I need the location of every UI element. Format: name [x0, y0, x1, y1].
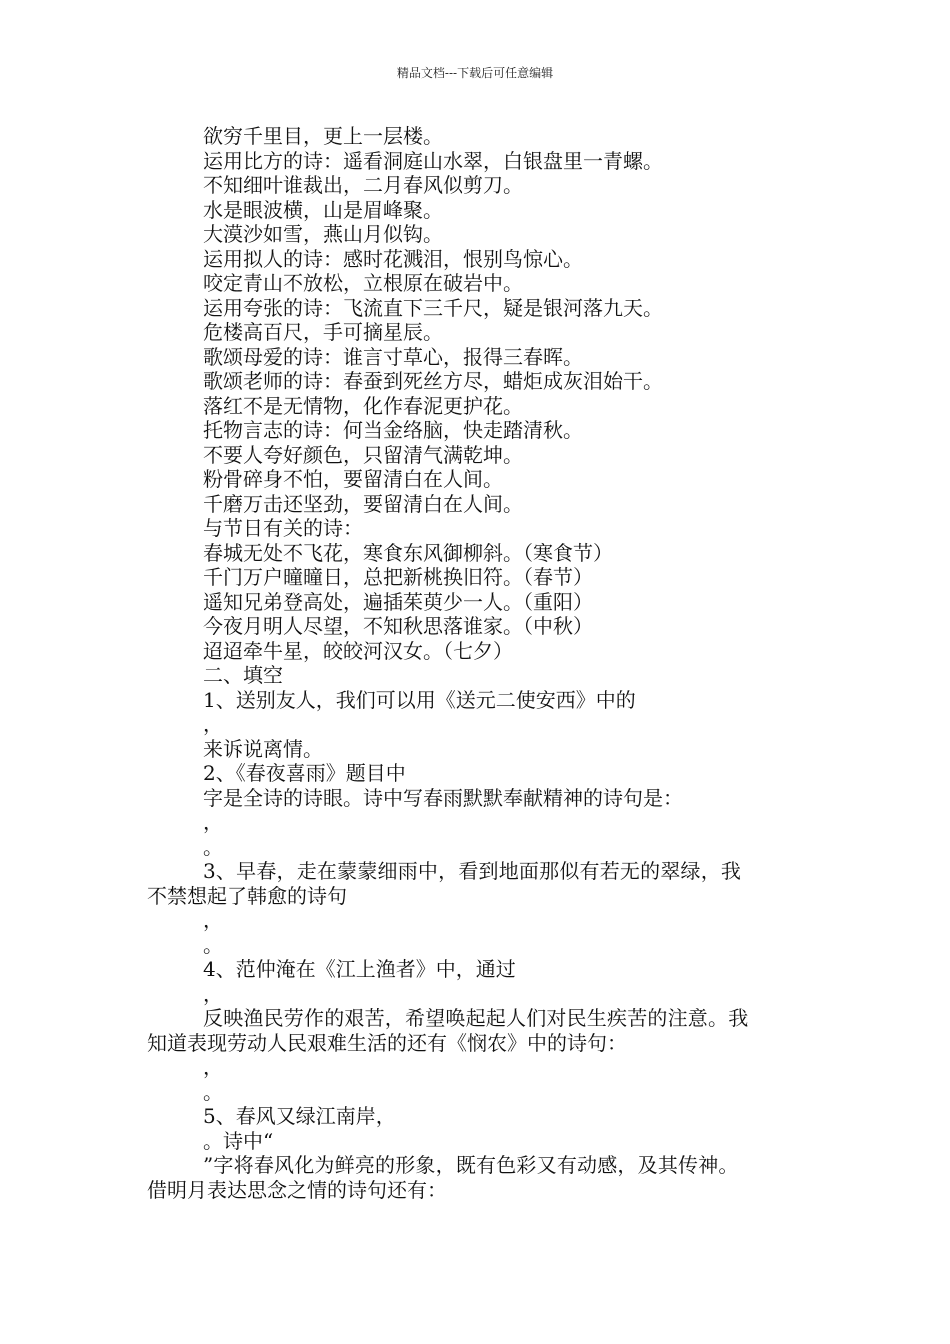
blank-line: 。 [203, 932, 223, 957]
text-line: 反映渔民劳作的艰苦，希望唤起起人们对民生疾苦的注意。我 [203, 1006, 749, 1030]
text-line: 来诉说离情。 [203, 736, 323, 761]
text-line: 。诗中“ [203, 1128, 274, 1153]
blank-line: ， [203, 981, 223, 1006]
text-line: 不知细叶谁裁出，二月春风似剪刀。 [203, 173, 523, 197]
text-line: 托物言志的诗：何当金络脑，快走踏清秋。 [203, 418, 583, 442]
text-line: 欲穷千里目，更上一层楼。 [203, 124, 443, 148]
text-line: 不禁想起了韩愈的诗句 [147, 883, 347, 908]
text-line: 运用比方的诗：遥看洞庭山水翠，白银盘里一青螺。 [203, 148, 663, 173]
text-line: 咬定青山不放松，立根原在破岩中。 [203, 271, 523, 295]
text-line: 危楼高百尺，手可摘星辰。 [203, 320, 443, 344]
text-line: 遥知兄弟登高处，遍插茱萸少一人。（重阳） [203, 589, 593, 614]
question-4: 4、范仲淹在《江上渔者》中，通过 [203, 957, 516, 981]
blank-line: ， [203, 1055, 223, 1079]
text-line: 春城无处不飞花，寒食东风御柳斜。（寒食节） [203, 540, 613, 565]
text-line: 借明月表达思念之情的诗句还有： [147, 1177, 447, 1202]
text-line: 粉骨碎身不怕，要留清白在人间。 [203, 467, 503, 491]
blank-line: 。 [203, 834, 223, 859]
text-line: 千磨万击还坚劲，要留清白在人间。 [203, 491, 523, 516]
text-line: 知道表现劳动人民艰难生活的还有《悯农》中的诗句： [147, 1030, 627, 1055]
question-1: 1、送别友人，我们可以用《送元二使安西》中的 [203, 687, 636, 712]
text-line: 水是眼波横，山是眉峰聚。 [203, 197, 443, 222]
text-line: 不要人夸好颜色，只留清气满乾坤。 [203, 442, 523, 467]
text-line: 歌颂母爱的诗：谁言寸草心，报得三春晖。 [203, 344, 583, 369]
document-body [147, 124, 812, 1202]
text-line: 字是全诗的诗眼。诗中写春雨默默奉献精神的诗句是： [203, 785, 683, 810]
section-heading: 二、填空 [203, 663, 283, 687]
text-line: 千门万户曈曈日，总把新桃换旧符。（春节） [203, 565, 593, 589]
text-line: 大漠沙如雪，燕山月似钩。 [203, 222, 443, 246]
blank-line: ， [203, 810, 223, 834]
section-subheading: 与节日有关的诗： [203, 516, 363, 540]
blank-line: ， [203, 712, 223, 736]
text-line: 迢迢牵牛星，皎皎河汉女。（七夕） [203, 638, 513, 663]
text-line: 歌颂老师的诗：春蚕到死丝方尽，蜡炬成灰泪始干。 [203, 369, 663, 393]
question-2: 2、《春夜喜雨》题目中 [203, 761, 406, 785]
text-line: ”字将春风化为鲜亮的形象，既有色彩又有动感，及其传神。 [203, 1153, 739, 1177]
text-line: 运用拟人的诗：感时花溅泪，恨别鸟惊心。 [203, 246, 583, 271]
text-line: 今夜月明人尽望，不知秋思落谁家。（中秋） [203, 614, 593, 638]
page-header: 精品文档---下载后可任意编辑 [396, 66, 554, 80]
blank-line: ， [203, 908, 223, 932]
blank-line: 。 [203, 1079, 223, 1104]
text-line: 落红不是无情物，化作春泥更护花。 [203, 393, 523, 418]
text-line: 运用夸张的诗：飞流直下三千尺，疑是银河落九天。 [203, 295, 663, 320]
question-3: 3、早春，走在蒙蒙细雨中，看到地面那似有若无的翠绿，我 [203, 859, 742, 883]
question-5: 5、春风又绿江南岸， [203, 1104, 396, 1128]
